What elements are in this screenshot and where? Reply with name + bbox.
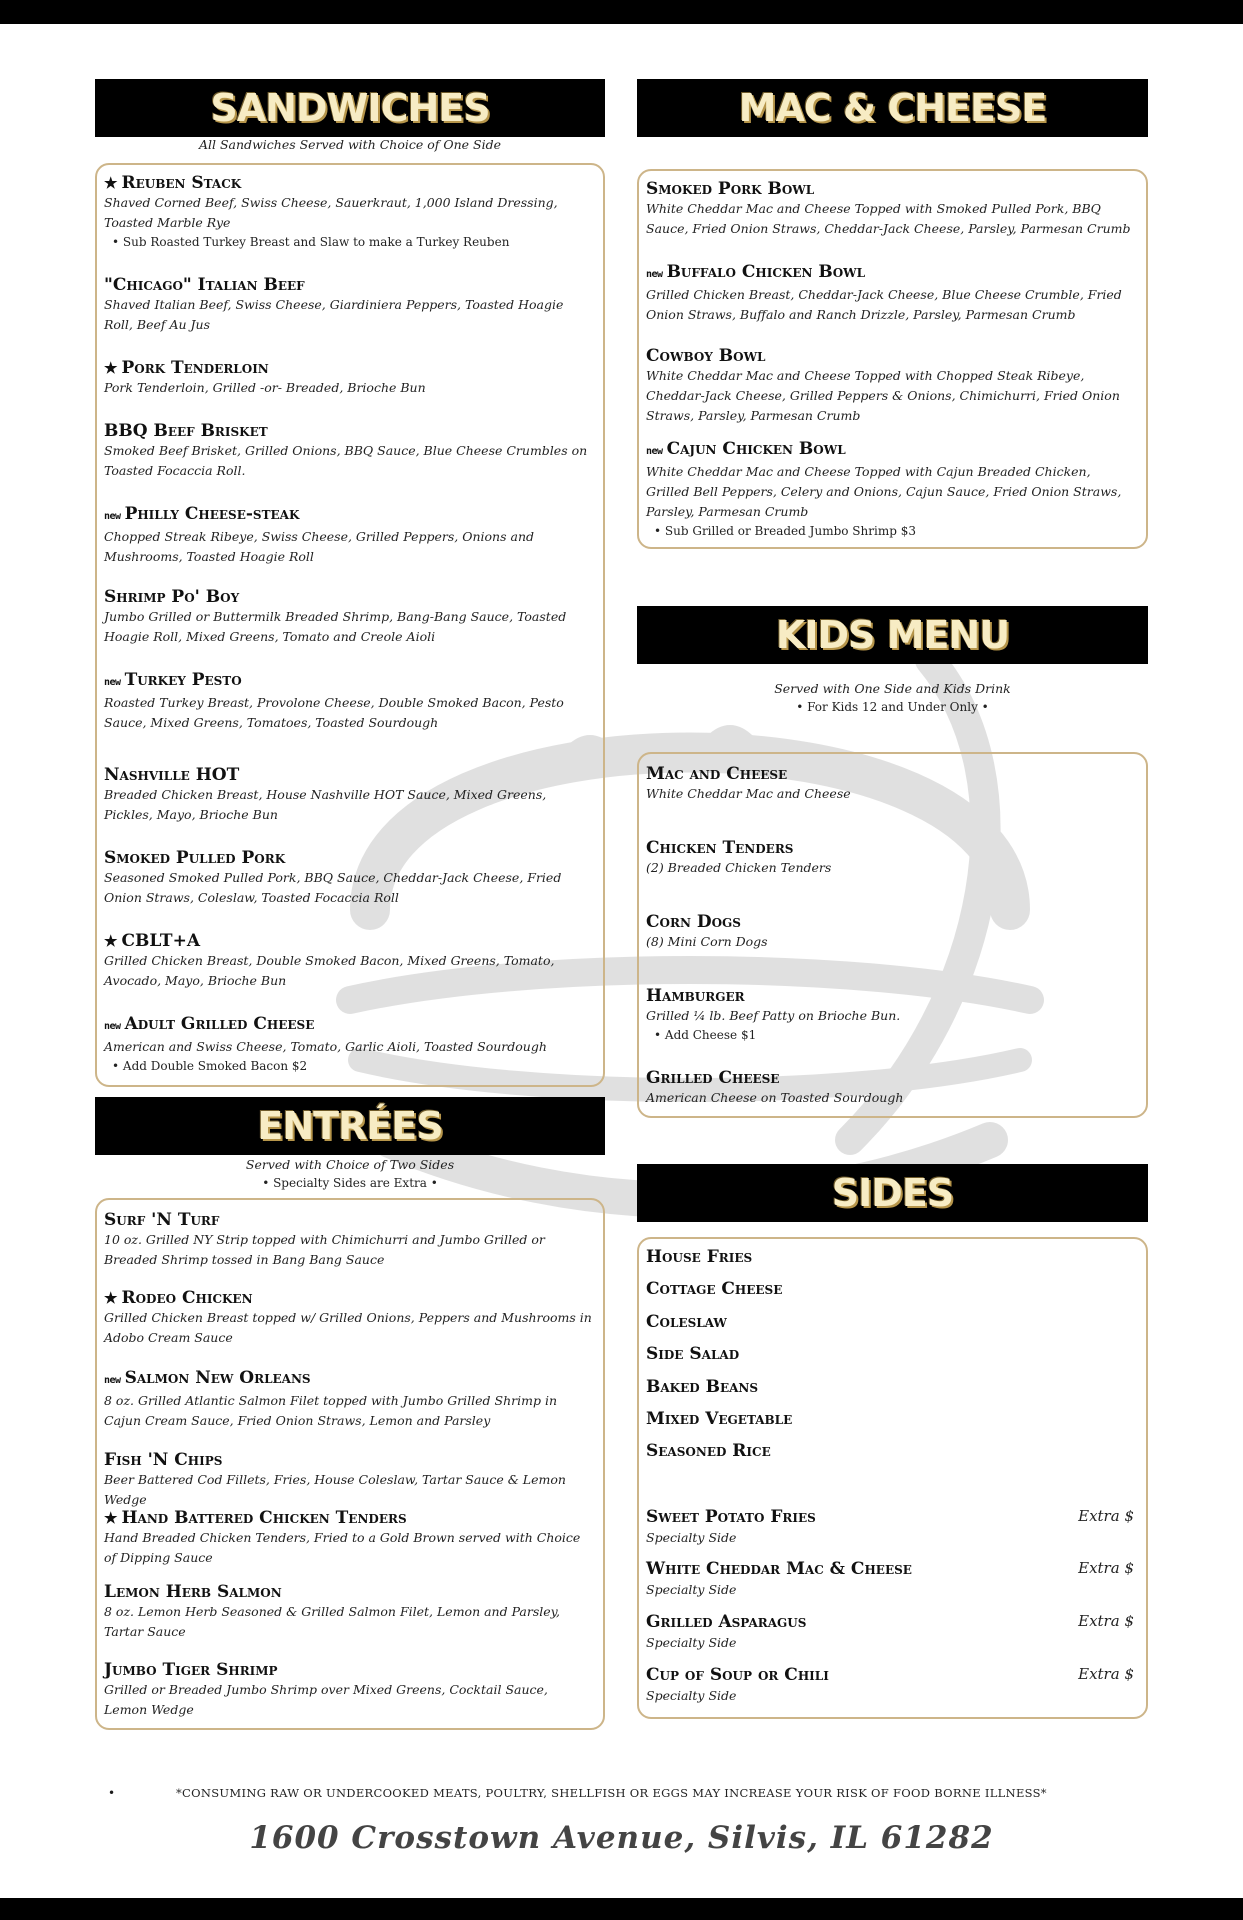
specialty-side-label: Specialty Side	[646, 1582, 737, 1597]
item-name: Hand Battered Chicken Tenders	[121, 1508, 407, 1528]
item-desc: Smoked Beef Brisket, Grilled Onions, BBQ Sauce, Blue Cheese Crumbles on Toasted Focaccia Roll.	[104, 443, 588, 478]
menu-item	[646, 439, 1136, 540]
menu-item	[104, 931, 593, 991]
item-desc: American and Swiss Cheese, Tomato, Garlic Aioli, Toasted Sourdough	[104, 1039, 547, 1054]
side-item: Seasoned Rice	[646, 1441, 771, 1461]
item-desc: Pork Tenderloin, Grilled -or- Breaded, Brioche Bun	[104, 380, 426, 395]
specialty-side-name: Cup of Soup or Chili	[646, 1665, 829, 1685]
side-item: Baked Beans	[646, 1377, 759, 1397]
menu-item	[646, 1068, 1136, 1108]
specialty-side-name: Sweet Potato Fries	[646, 1507, 816, 1527]
side-item: Cottage Cheese	[646, 1279, 783, 1299]
new-badge: new	[646, 446, 663, 457]
sandwiches-banner	[95, 79, 605, 137]
item-name: Buffalo Chicken Bowl	[666, 262, 866, 282]
side-item: House Fries	[646, 1247, 753, 1267]
restaurant-address: 1600 Crosstown Avenue, Silvis, IL 61282	[249, 1820, 994, 1856]
menu-item	[646, 262, 1136, 325]
menu-item	[104, 504, 593, 567]
item-name: Shrimp Po' Boy	[104, 587, 240, 607]
new-badge: new	[104, 677, 121, 688]
item-desc: Grilled ¼ lb. Beef Patty on Brioche Bun.	[646, 1008, 901, 1023]
item-name: Corn Dogs	[646, 912, 741, 932]
item-desc: Breaded Chicken Breast, House Nashville HOT Sauce, Mixed Greens, Pickles, Mayo, Brioche Bun	[104, 787, 547, 822]
item-desc: White Cheddar Mac and Cheese Topped with Cajun Breaded Chicken, Grilled Bell Peppers, Celery and Onions, Cajun Sauce, Fried Onion Straws, Parsley, Parmesan Crumb	[646, 464, 1122, 519]
sandwiches-subtitle: All Sandwiches Served with Choice of One Side	[199, 137, 501, 152]
item-name: CBLT+A	[121, 931, 201, 951]
kids-subnote: • For Kids 12 and Under Only •	[796, 700, 989, 714]
specialty-side-label: Specialty Side	[646, 1688, 737, 1703]
item-desc: Shaved Italian Beef, Swiss Cheese, Giardiniera Peppers, Toasted Hoagie Roll, Beef Au Jus	[104, 297, 564, 332]
menu-item	[104, 1014, 593, 1075]
menu-item	[104, 848, 593, 908]
mac-banner	[637, 79, 1148, 137]
star-icon: ★	[104, 932, 118, 950]
sides-banner	[637, 1164, 1148, 1222]
menu-item	[104, 1210, 593, 1270]
item-note: • Sub Grilled or Breaded Jumbo Shrimp $3	[646, 522, 1136, 540]
item-name: BBQ Beef Brisket	[104, 421, 268, 441]
item-desc: 8 oz. Grilled Atlantic Salmon Filet topped with Jumbo Grilled Shrimp in Cajun Cream Sauce, Fried Onion Straws, Lemon and Parsley	[104, 1393, 557, 1428]
item-desc: (8) Mini Corn Dogs	[646, 934, 768, 949]
menu-item	[104, 1288, 593, 1348]
item-desc: White Cheddar Mac and Cheese Topped with Chopped Steak Ribeye, Cheddar-Jack Cheese, Grilled Peppers & Onions, Chimichurri, Fried Onion Straws, Parsley, Parmesan Crumb	[646, 368, 1120, 423]
item-name: Smoked Pork Bowl	[646, 179, 815, 199]
new-badge: new	[104, 1021, 121, 1032]
item-note: • Sub Roasted Turkey Breast and Slaw to make a Turkey Reuben	[104, 233, 593, 251]
item-name: Grilled Cheese	[646, 1068, 780, 1088]
item-desc: Roasted Turkey Breast, Provolone Cheese, Double Smoked Bacon, Pesto Sauce, Mixed Greens, Tomatoes, Toasted Sourdough	[104, 695, 564, 730]
menu-item	[104, 173, 593, 251]
item-name: Rodeo Chicken	[121, 1288, 253, 1308]
menu-item	[646, 838, 1136, 878]
item-desc: Seasoned Smoked Pulled Pork, BBQ Sauce, Cheddar-Jack Cheese, Fried Onion Straws, Coleslaw, Toasted Focaccia Roll	[104, 870, 562, 905]
entrees-banner	[95, 1097, 605, 1155]
item-desc: Grilled Chicken Breast topped w/ Grilled Onions, Peppers and Mushrooms in Adobo Cream Sauce	[104, 1310, 592, 1345]
menu-item	[646, 912, 1136, 952]
menu-item	[104, 358, 593, 398]
item-desc: Grilled or Breaded Jumbo Shrimp over Mixed Greens, Cocktail Sauce, Lemon Wedge	[104, 1682, 548, 1717]
mac-title: MAC & CHEESE	[738, 86, 1047, 130]
item-desc: White Cheddar Mac and Cheese Topped with Smoked Pulled Pork, BBQ Sauce, Fried Onion Straws, Cheddar-Jack Cheese, Parsley, Parmesan Crumb	[646, 201, 1131, 236]
specialty-side-price: Extra $	[1078, 1612, 1134, 1630]
entrees-subtitle	[95, 1155, 605, 1193]
food-safety-disclaimer: *CONSUMING RAW OR UNDERCOOKED MEATS, POULTRY, SHELLFISH OR EGGS MAY INCREASE YOUR RISK OF FOOD BORNE ILLNESS*	[176, 1786, 1047, 1800]
item-name: Turkey Pesto	[124, 670, 242, 690]
item-note: • Add Double Smoked Bacon $2	[104, 1057, 593, 1075]
item-name: Mac and Cheese	[646, 764, 788, 784]
item-name: Lemon Herb Salmon	[104, 1582, 282, 1602]
item-desc: Jumbo Grilled or Buttermilk Breaded Shrimp, Bang-Bang Sauce, Toasted Hoagie Roll, Mixed Greens, Tomato and Creole Aioli	[104, 609, 567, 644]
sides-box	[637, 1237, 1148, 1719]
specialty-side-label: Specialty Side	[646, 1635, 737, 1650]
menu-item	[646, 986, 1136, 1044]
item-name: Cowboy Bowl	[646, 346, 766, 366]
item-name: Nashville HOT	[104, 765, 240, 785]
item-desc: Chopped Streak Ribeye, Swiss Cheese, Grilled Peppers, Onions and Mushrooms, Toasted Hoagie Roll	[104, 529, 534, 564]
sandwiches-title: SANDWICHES	[210, 86, 490, 130]
star-icon: ★	[104, 359, 118, 377]
item-name: Jumbo Tiger Shrimp	[104, 1660, 278, 1680]
menu-item	[104, 587, 593, 647]
side-item: Side Salad	[646, 1344, 740, 1364]
kids-subtitle	[637, 679, 1148, 717]
specialty-side-name: White Cheddar Mac & Cheese	[646, 1559, 912, 1579]
sandwiches-box	[95, 163, 605, 1087]
menu-item	[104, 421, 593, 481]
menu-item	[104, 670, 593, 733]
item-desc: Beer Battered Cod Fillets, Fries, House Coleslaw, Tartar Sauce & Lemon Wedge	[104, 1472, 566, 1507]
item-desc: Hand Breaded Chicken Tenders, Fried to a Gold Brown served with Choice of Dipping Sauce	[104, 1530, 581, 1565]
specialty-side-label: Specialty Side	[646, 1530, 737, 1545]
menu-item	[646, 346, 1136, 426]
menu-item	[104, 275, 593, 335]
kids-banner	[637, 606, 1148, 664]
menu-item	[104, 1660, 593, 1720]
item-desc: Shaved Corned Beef, Swiss Cheese, Sauerkraut, 1,000 Island Dressing, Toasted Marble Rye	[104, 195, 558, 230]
entrees-title: ENTRÉES	[257, 1104, 443, 1148]
star-icon: ★	[104, 1509, 118, 1527]
item-name: Salmon New Orleans	[124, 1368, 311, 1388]
footer-bullet: •	[108, 1786, 116, 1800]
menu-item	[104, 1582, 593, 1642]
star-icon: ★	[104, 1289, 118, 1307]
entrees-subnote: • Specialty Sides are Extra •	[262, 1176, 438, 1190]
menu-item	[104, 1450, 593, 1510]
item-name: Cajun Chicken Bowl	[666, 439, 846, 459]
item-name: Surf 'N Turf	[104, 1210, 220, 1230]
star-icon: ★	[104, 174, 118, 192]
item-note: • Add Cheese $1	[646, 1026, 1136, 1044]
item-desc: (2) Breaded Chicken Tenders	[646, 860, 832, 875]
mac-box	[637, 169, 1148, 549]
menu-item	[646, 764, 1136, 804]
item-desc: White Cheddar Mac and Cheese	[646, 786, 851, 801]
new-badge: new	[104, 511, 121, 522]
entrees-subtitle-line: Served with Choice of Two Sides	[245, 1157, 455, 1172]
item-name: Fish 'N Chips	[104, 1450, 223, 1470]
item-name: Pork Tenderloin	[121, 358, 269, 378]
item-name: Chicken Tenders	[646, 838, 794, 858]
entrees-box	[95, 1198, 605, 1730]
menu-item	[104, 1368, 593, 1431]
kids-subtitle-line: Served with One Side and Kids Drink	[774, 681, 1011, 696]
item-desc: Grilled Chicken Breast, Double Smoked Bacon, Mixed Greens, Tomato, Avocado, Mayo, Brioche Bun	[104, 953, 555, 988]
item-desc: 8 oz. Lemon Herb Seasoned & Grilled Salmon Filet, Lemon and Parsley, Tartar Sauce	[104, 1604, 561, 1639]
item-desc: Grilled Chicken Breast, Cheddar-Jack Cheese, Blue Cheese Crumble, Fried Onion Straws, Buffalo and Ranch Drizzle, Parsley, Parmesan Crumb	[646, 287, 1122, 322]
kids-box	[637, 752, 1148, 1118]
item-name: "Chicago" Italian Beef	[104, 275, 305, 295]
menu-item	[104, 1508, 593, 1568]
new-badge: new	[104, 1375, 121, 1386]
top-bar	[0, 0, 1243, 24]
specialty-side-name: Grilled Asparagus	[646, 1612, 807, 1632]
side-item: Mixed Vegetable	[646, 1409, 793, 1429]
specialty-side-price: Extra $	[1078, 1665, 1134, 1683]
sides-title: SIDES	[831, 1171, 954, 1215]
side-item: Coleslaw	[646, 1312, 727, 1332]
item-name: Reuben Stack	[121, 173, 242, 193]
item-name: Hamburger	[646, 986, 745, 1006]
item-name: Philly Cheese-steak	[124, 504, 300, 524]
item-name: Smoked Pulled Pork	[104, 848, 286, 868]
new-badge: new	[646, 269, 663, 280]
specialty-side-price: Extra $	[1078, 1507, 1134, 1525]
item-desc: 10 oz. Grilled NY Strip topped with Chimichurri and Jumbo Grilled or Breaded Shrimp tossed in Bang Bang Sauce	[104, 1232, 545, 1267]
menu-item	[646, 179, 1136, 239]
menu-item	[104, 765, 593, 825]
item-name: Adult Grilled Cheese	[124, 1014, 315, 1034]
bottom-bar	[0, 1898, 1243, 1920]
specialty-side-price: Extra $	[1078, 1559, 1134, 1577]
item-desc: American Cheese on Toasted Sourdough	[646, 1090, 904, 1105]
kids-title: KIDS MENU	[775, 613, 1010, 657]
